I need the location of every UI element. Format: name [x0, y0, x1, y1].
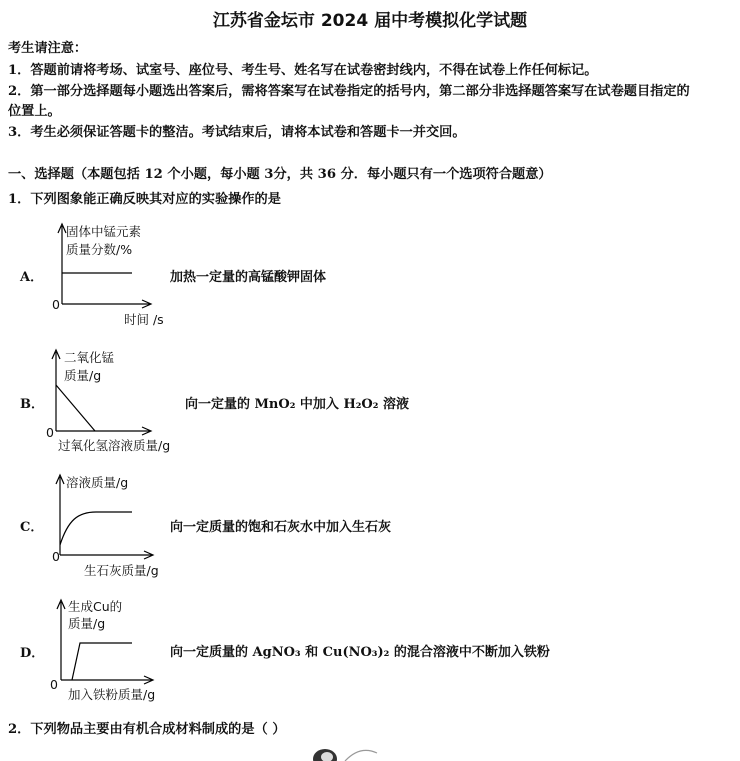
- option-c-description: 向一定质量的饱和石灰水中加入生石灰: [170, 520, 392, 535]
- option-b-ylabel-2: 质量/g: [64, 368, 102, 383]
- option-a-letter: A．: [20, 270, 44, 285]
- option-a-origin: 0: [52, 297, 60, 312]
- option-b-letter: B．: [20, 397, 44, 412]
- option-a-ylabel-2: 质量分数/%: [66, 242, 133, 257]
- option-d-letter: D．: [20, 646, 45, 661]
- question-2-stem: 2．下列物品主要由有机合成材料制成的是（ ）: [8, 722, 286, 737]
- option-a-description: 加热一定量的高锰酸钾固体: [170, 270, 327, 285]
- option-d-origin: 0: [50, 677, 58, 692]
- question-1-stem: 1．下列图象能正确反映其对应的实验操作的是: [8, 192, 281, 207]
- notice-line-4: 3．考生必须保证答题卡的整洁。考试结束后，请将本试卷和答题卡一并交回。: [8, 125, 466, 140]
- notice-line-2: 2．第一部分选择题每小题选出答案后，需将答案写在试卷指定的括号内，第二部分非选择题答案写在试卷题目指定的: [8, 84, 690, 99]
- option-c-origin: 0: [52, 549, 60, 564]
- option-d-curve: [72, 643, 132, 680]
- option-d-ylabel-2: 质量/g: [68, 616, 106, 631]
- page-title: 江苏省金坛市 2024 届中考模拟化学试题: [212, 11, 528, 31]
- notice-line-3: 位置上。: [8, 104, 61, 119]
- notice-heading: 考生请注意：: [8, 41, 88, 56]
- option-c-xlabel: 生石灰质量/g: [84, 563, 159, 578]
- option-d-ylabel-1: 生成Cu的: [68, 599, 123, 614]
- notice-line-1: 1．答题前请将考场、试室号、座位号、考生号、姓名写在试卷密封线内，不得在试卷上作任何标记。: [8, 63, 598, 78]
- option-b-description: 向一定量的 MnO₂ 中加入 H₂O₂ 溶液: [185, 397, 409, 412]
- section-heading: 一、选择题（本题包括 12 个小题，每小题 3分，共 36 分．每小题只有一个选项符合题意）: [8, 167, 552, 182]
- option-a-xlabel: 时间 /s: [124, 312, 164, 327]
- option-b-ylabel-1: 二氧化锰: [64, 350, 115, 365]
- option-a-ylabel-1: 固体中锰元素: [66, 224, 142, 239]
- option-d-xlabel: 加入铁粉质量/g: [68, 687, 156, 702]
- option-d-description: 向一定质量的 AgNO₃ 和 Cu(NO₃)₂ 的混合溶液中不断加入铁粉: [170, 645, 550, 660]
- option-b-xlabel: 过氧化氢溶液质量/g: [58, 438, 171, 453]
- option-b-origin: 0: [46, 425, 54, 440]
- question-2-image-partial: [305, 743, 380, 761]
- option-c-letter: C．: [20, 520, 44, 535]
- option-c-ylabel-1: 溶液质量/g: [66, 475, 129, 490]
